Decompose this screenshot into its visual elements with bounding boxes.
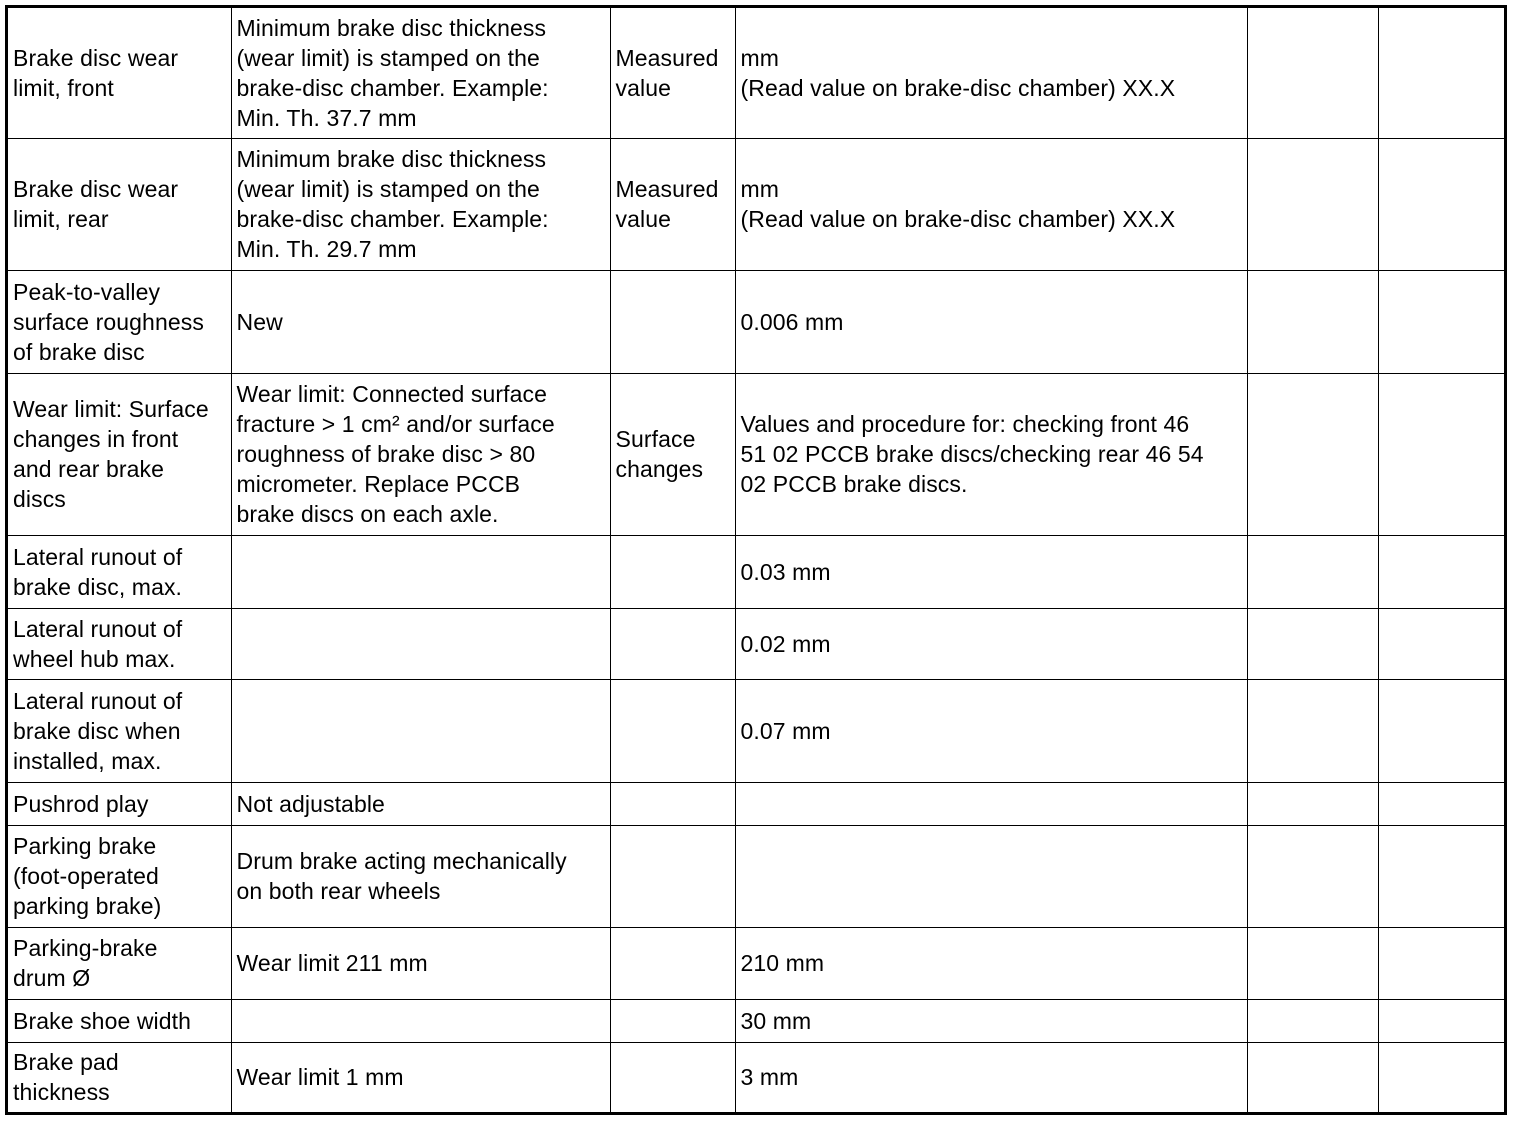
table-row	[8, 608, 1504, 679]
blank-cell-1	[1247, 825, 1378, 927]
table-row	[8, 535, 1504, 608]
note-cell	[231, 535, 610, 608]
type-cell	[610, 999, 735, 1042]
item-cell: Brake shoe width	[8, 999, 231, 1042]
blank-cell-1	[1247, 535, 1378, 608]
type-cell	[610, 927, 735, 999]
table-row	[8, 782, 1504, 825]
spec-sheet	[5, 5, 1507, 1115]
item-cell: Peak-to-valley surface roughness of brake disc	[8, 270, 231, 373]
value-cell: Values and procedure for: checking front 46 51 02 PCCB brake discs/checking rear 46 54 02 PCCB brake discs.	[735, 373, 1247, 535]
blank-cell-1	[1247, 270, 1378, 373]
blank-cell-2	[1378, 1042, 1504, 1112]
blank-cell-2	[1378, 373, 1504, 535]
note-cell: Not adjustable	[231, 782, 610, 825]
blank-cell-2	[1378, 999, 1504, 1042]
note-cell: Minimum brake disc thickness (wear limit) is stamped on the brake-disc chamber. Example: Min. Th. 29.7 mm	[231, 138, 610, 270]
note-cell: Drum brake acting mechanically on both rear wheels	[231, 825, 610, 927]
blank-cell-1	[1247, 138, 1378, 270]
type-cell	[610, 608, 735, 679]
value-cell: 0.03 mm	[735, 535, 1247, 608]
item-cell: Parking brake (foot-operated parking brake)	[8, 825, 231, 927]
blank-cell-2	[1378, 535, 1504, 608]
blank-cell-2	[1378, 927, 1504, 999]
type-cell	[610, 535, 735, 608]
item-cell: Pushrod play	[8, 782, 231, 825]
table-row	[8, 825, 1504, 927]
blank-cell-2	[1378, 138, 1504, 270]
blank-cell-2	[1378, 825, 1504, 927]
note-cell: New	[231, 270, 610, 373]
blank-cell-1	[1247, 8, 1378, 138]
type-cell: Measured value	[610, 138, 735, 270]
blank-cell-1	[1247, 999, 1378, 1042]
value-cell	[735, 782, 1247, 825]
type-cell: Measured value	[610, 8, 735, 138]
item-cell: Lateral runout of brake disc, max.	[8, 535, 231, 608]
note-cell	[231, 999, 610, 1042]
type-cell	[610, 782, 735, 825]
type-cell	[610, 1042, 735, 1112]
value-cell	[735, 825, 1247, 927]
type-cell	[610, 825, 735, 927]
blank-cell-1	[1247, 679, 1378, 782]
blank-cell-1	[1247, 927, 1378, 999]
blank-cell-1	[1247, 1042, 1378, 1112]
item-cell: Wear limit: Surface changes in front and rear brake discs	[8, 373, 231, 535]
blank-cell-1	[1247, 373, 1378, 535]
note-cell	[231, 608, 610, 679]
brake-specification-table	[8, 8, 1504, 1112]
note-cell: Wear limit 211 mm	[231, 927, 610, 999]
table-row	[8, 373, 1504, 535]
item-cell: Brake disc wear limit, rear	[8, 138, 231, 270]
note-cell: Wear limit 1 mm	[231, 1042, 610, 1112]
item-cell: Parking-brake drum Ø	[8, 927, 231, 999]
value-cell: mm (Read value on brake-disc chamber) XX.X	[735, 138, 1247, 270]
blank-cell-2	[1378, 782, 1504, 825]
value-cell: mm (Read value on brake-disc chamber) XX.X	[735, 8, 1247, 138]
value-cell: 210 mm	[735, 927, 1247, 999]
table-row	[8, 927, 1504, 999]
type-cell: Surface changes	[610, 373, 735, 535]
blank-cell-1	[1247, 782, 1378, 825]
blank-cell-1	[1247, 608, 1378, 679]
blank-cell-2	[1378, 270, 1504, 373]
blank-cell-2	[1378, 608, 1504, 679]
type-cell	[610, 679, 735, 782]
note-cell: Minimum brake disc thickness (wear limit) is stamped on the brake-disc chamber. Example: Min. Th. 37.7 mm	[231, 8, 610, 138]
blank-cell-2	[1378, 8, 1504, 138]
blank-cell-2	[1378, 679, 1504, 782]
table-row	[8, 270, 1504, 373]
item-cell: Lateral runout of wheel hub max.	[8, 608, 231, 679]
table-row	[8, 1042, 1504, 1112]
item-cell: Brake pad thickness	[8, 1042, 231, 1112]
item-cell: Brake disc wear limit, front	[8, 8, 231, 138]
value-cell: 0.006 mm	[735, 270, 1247, 373]
item-cell: Lateral runout of brake disc when installed, max.	[8, 679, 231, 782]
value-cell: 0.02 mm	[735, 608, 1247, 679]
table-row	[8, 999, 1504, 1042]
value-cell: 30 mm	[735, 999, 1247, 1042]
table-row	[8, 138, 1504, 270]
value-cell: 3 mm	[735, 1042, 1247, 1112]
type-cell	[610, 270, 735, 373]
value-cell: 0.07 mm	[735, 679, 1247, 782]
table-row	[8, 8, 1504, 138]
note-cell: Wear limit: Connected surface fracture > 1 cm² and/or surface roughness of brake disc > 80 micrometer. Replace PCCB brake discs on each axle.	[231, 373, 610, 535]
table-row	[8, 679, 1504, 782]
note-cell	[231, 679, 610, 782]
